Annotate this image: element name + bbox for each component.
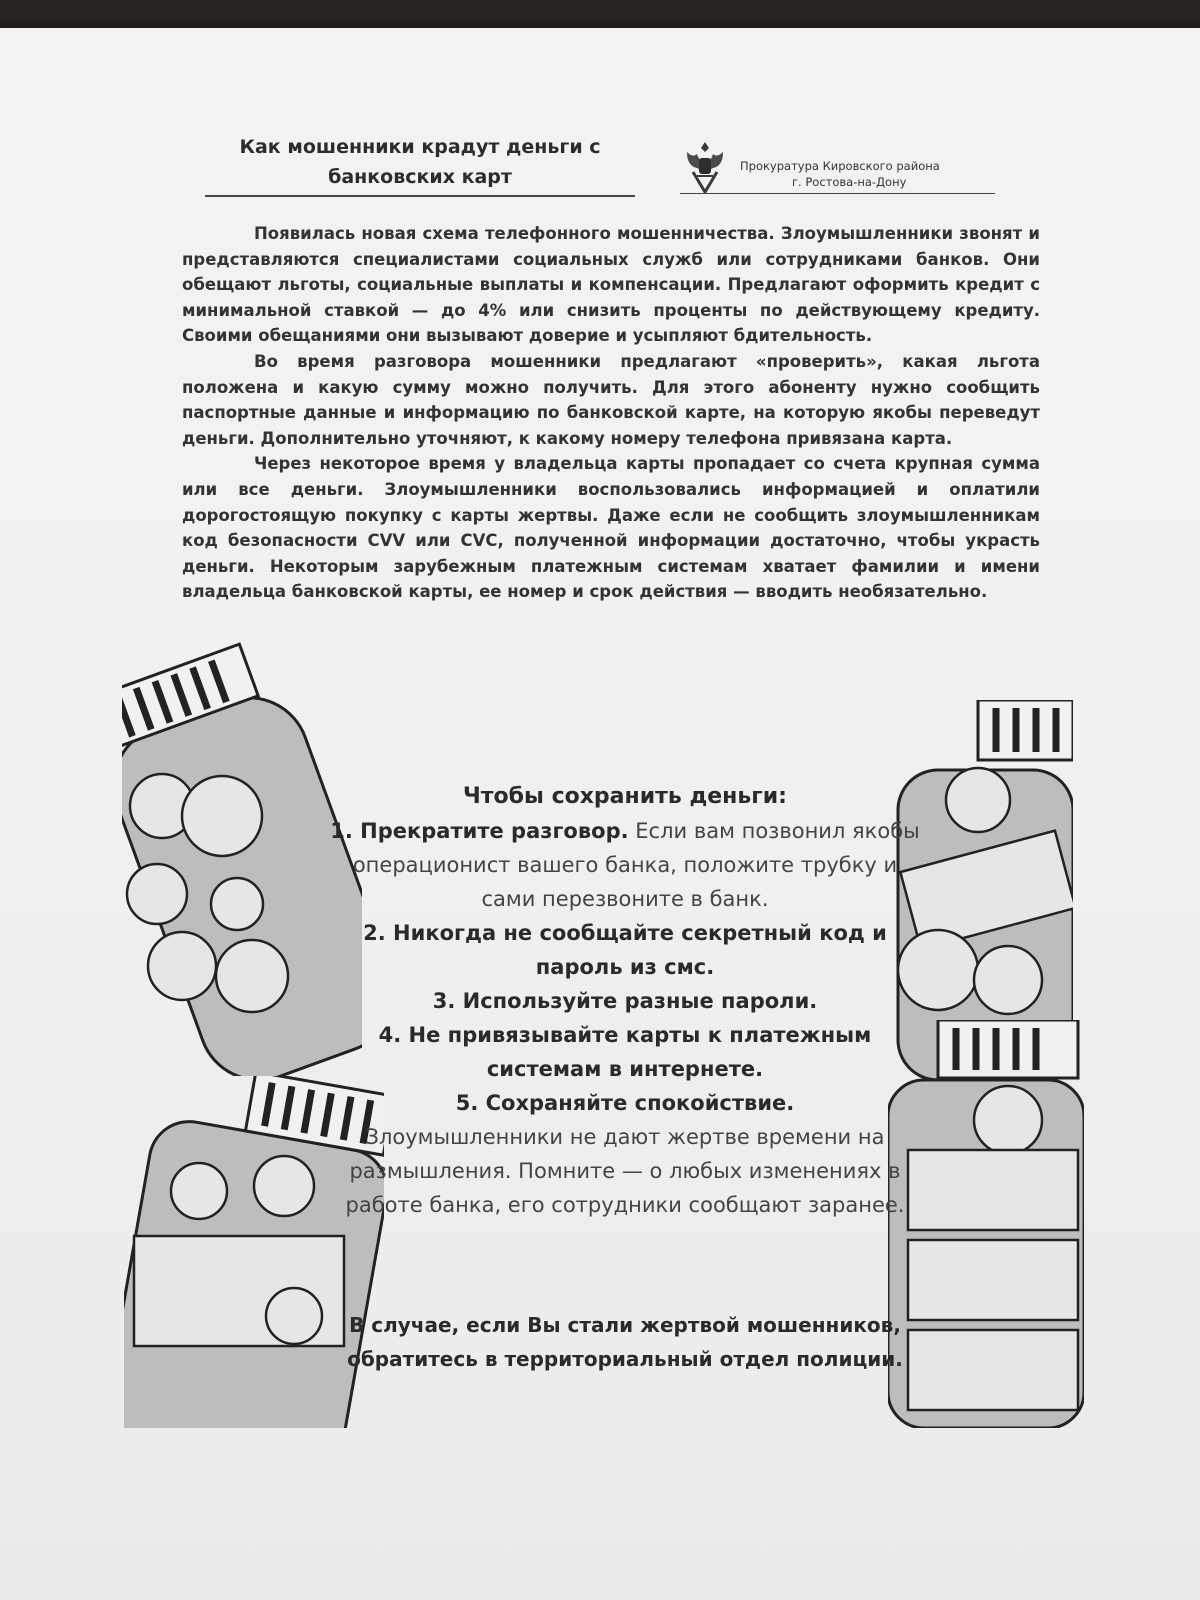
- organization-name: [740, 158, 980, 190]
- tip-3: 3. Используйте разные пароли.: [432, 989, 818, 1013]
- leaflet-sheet: [0, 28, 1200, 1600]
- tip-1-text: Если вам позвонил якобы операционист вашего банка, положите трубку и сами перезвоните в банк.: [352, 819, 920, 911]
- paragraph: Во время разговора мошенники предлагают «проверить», какая льгота положена и какую сумму можно получить. Для этого абоненту нужно сообщить паспортные данные и информацию по банковской карте, на которую якобы переведут деньги. Дополнительно уточняют, к какому номеру телефона привязана карта.: [182, 351, 1040, 448]
- article-body: [182, 221, 1040, 605]
- tip-2: 2. Никогда не сообщайте секретный код и пароль из смс.: [363, 921, 887, 979]
- org-underline: [680, 193, 995, 194]
- tip-1-title: 1. Прекратите разговор.: [330, 819, 629, 843]
- title-underline: [205, 195, 635, 197]
- police-contact-note: В случае, если Вы стали жертвой мошенников, обратитесь в территориальный отдел полиции.: [347, 1313, 903, 1371]
- tips-heading: Чтобы сохранить деньги:: [463, 784, 787, 809]
- page-title: Как мошенники крадут деньги с банковских карт: [239, 136, 601, 188]
- tip-5-text: Злоумышленники не дают жертве времени на размышления. Помните — о любых изменениях в работе банка, его сотрудники сообщают заранее.: [345, 1125, 905, 1217]
- tip-1: [330, 814, 920, 916]
- org-line-1: Прокуратура Кировского района: [740, 159, 940, 173]
- money-jar-illustration-top-left: [122, 636, 362, 1076]
- tip-5: 5. Сохраняйте спокойствие.: [455, 1091, 795, 1115]
- paragraph: Через некоторое время у владельца карты пропадает со счета крупная сумма или все деньги. Злоумышленники воспользовались информацией и оплатили дорогостоящую покупку с карты жертвы. Даже если не сообщить злоумышленникам код безопасности CVV или CVC, полученной информации достаточно, чтобы украсть деньги. Некоторым зарубежным платежным системам хватает фамилии и имени владельца банковской карты, ее номер и срок действия — вводить необязательно.: [182, 454, 1040, 602]
- prosecutor-emblem-icon: [683, 138, 727, 194]
- leaflet-header: [205, 128, 995, 198]
- safety-tips: [330, 780, 920, 1222]
- tip-4: 4. Не привязывайте карты к платежным системам в интернете.: [378, 1023, 872, 1081]
- paragraph: Появилась новая схема телефонного мошенничества. Злоумышленники звонят и представляются специалистами социальных служб или сотрудниками банков. Они обещают льготы, социальные выплаты и компенсации. Предлагают оформить кредит с минимальной ставкой — до 4% или снизить проценты по действующему кредиту. Своими обещаниями они вызывают доверие и усыпляют бдительность.: [182, 224, 1040, 346]
- org-line-2: г. Ростова-на-Дону: [792, 175, 907, 189]
